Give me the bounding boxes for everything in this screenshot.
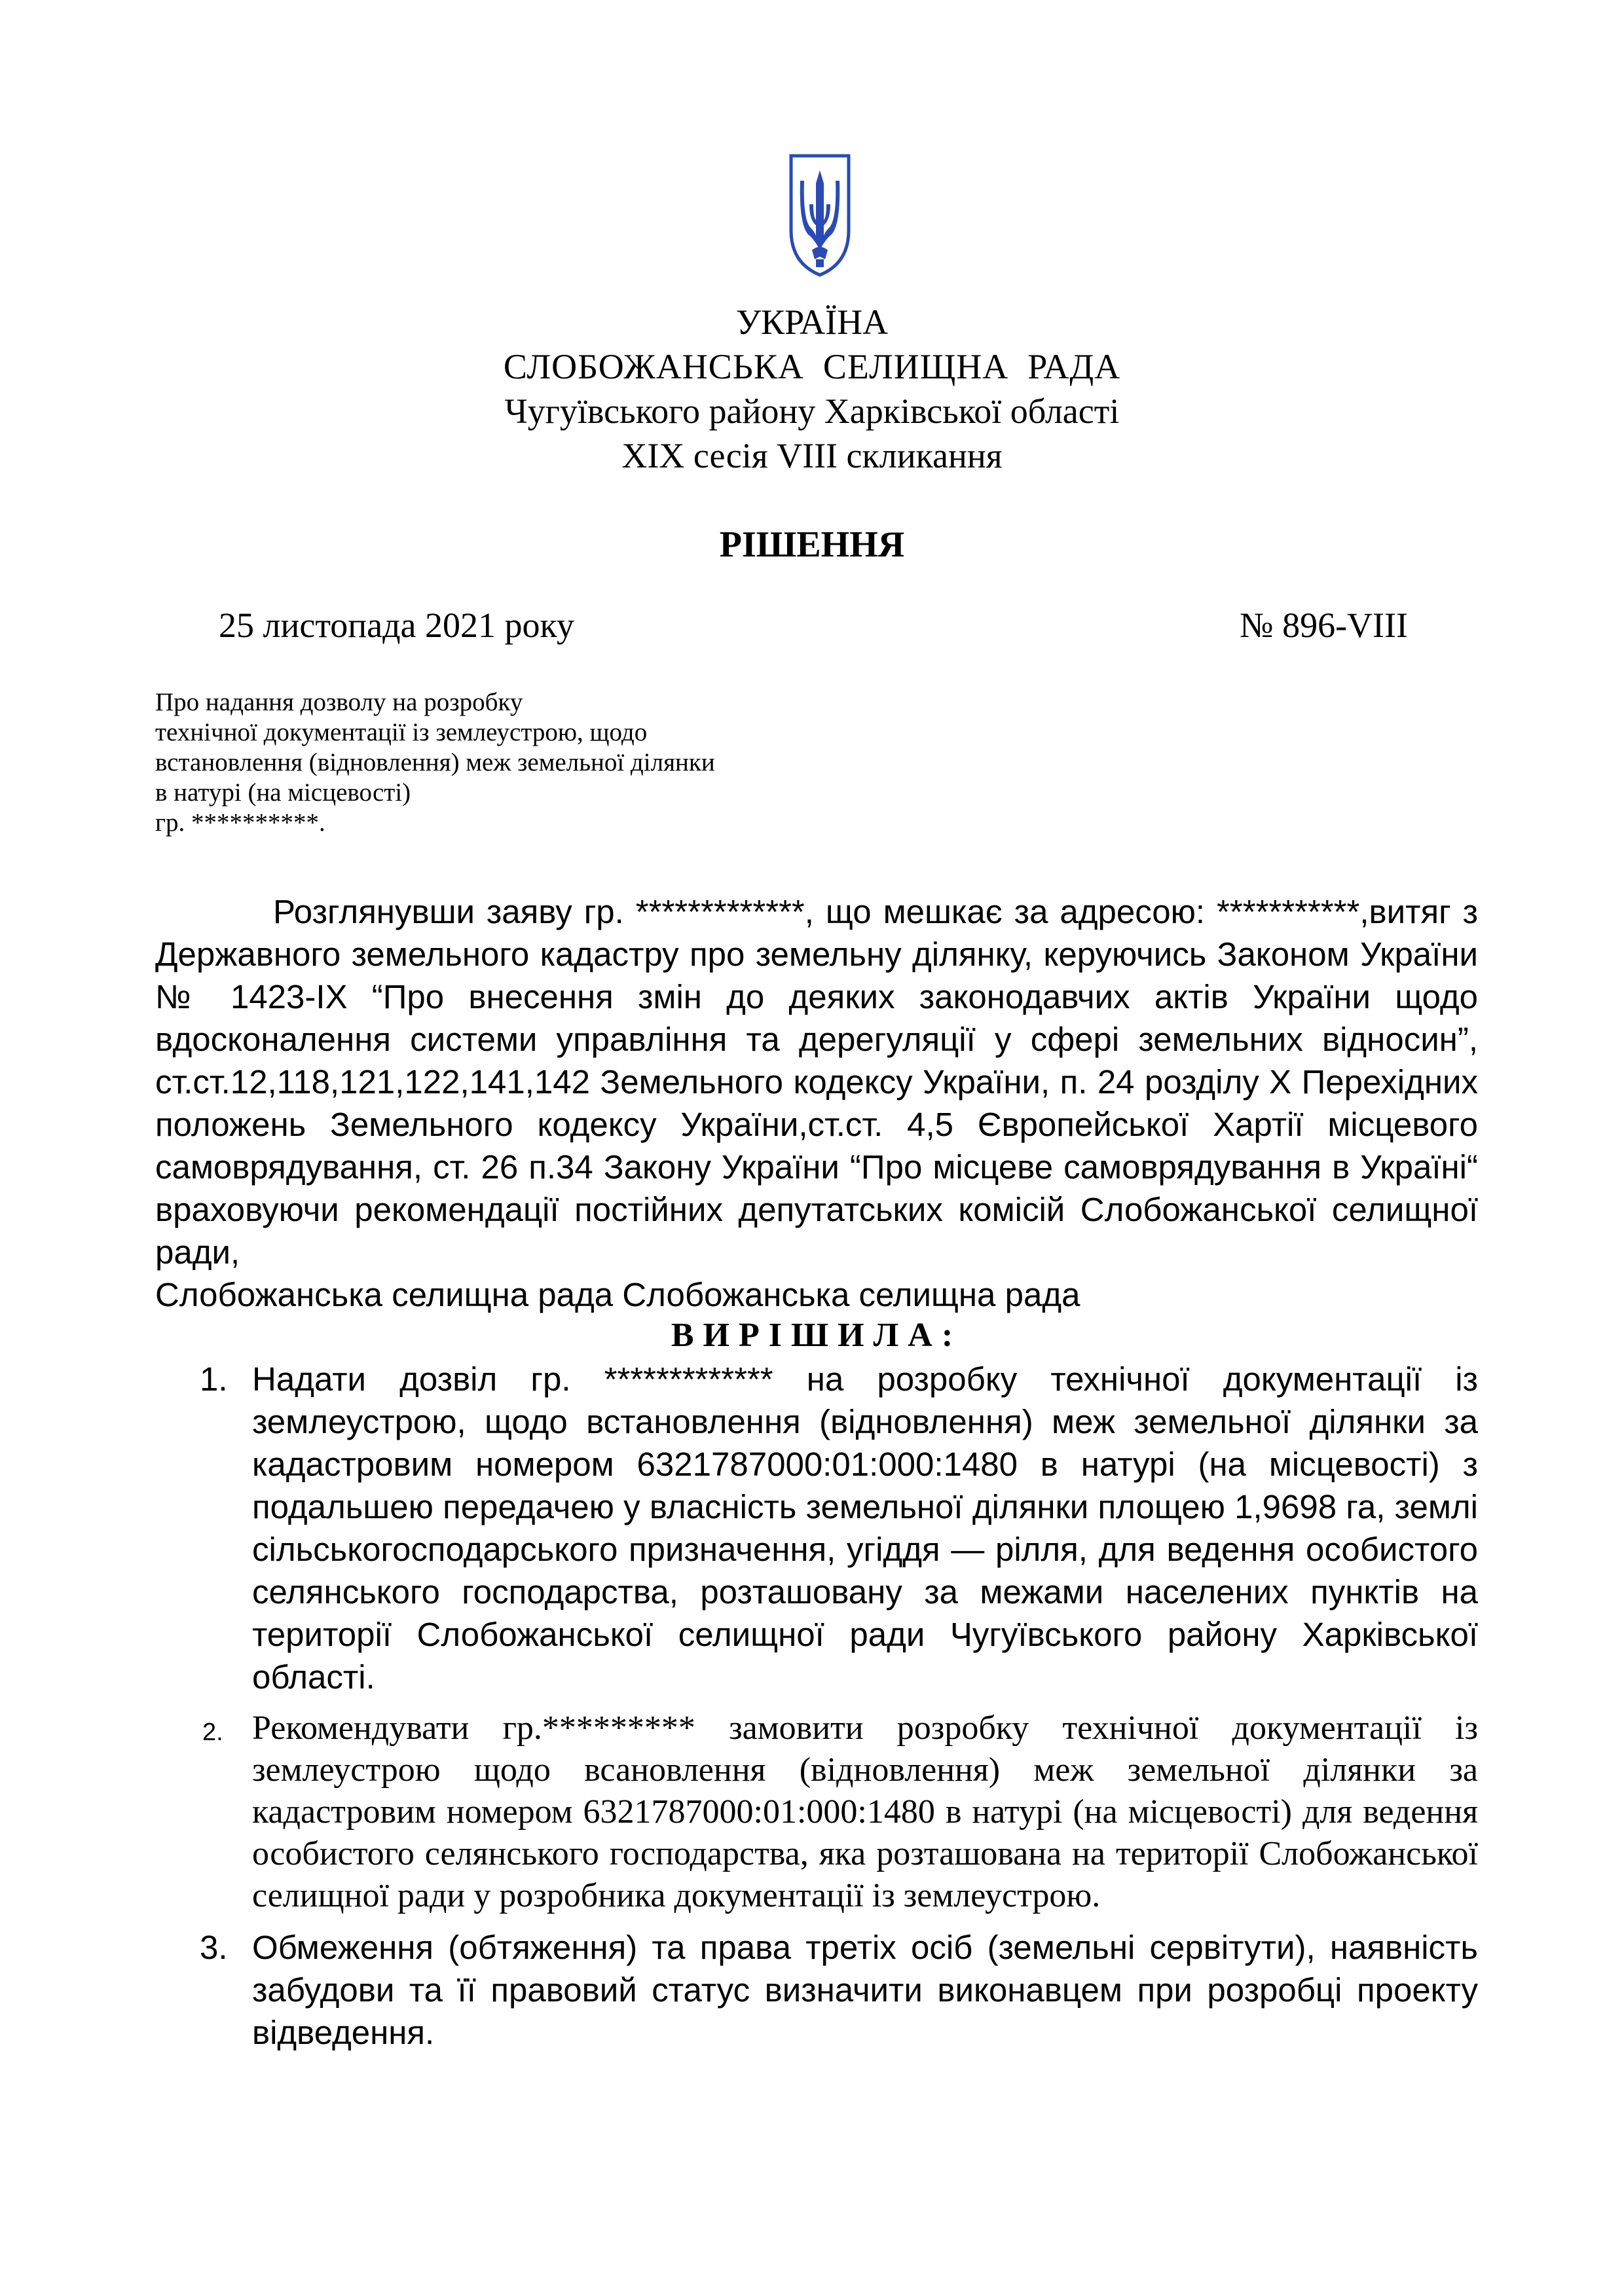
- document-title: РІШЕННЯ: [719, 524, 905, 565]
- header-country: УКРАЇНА: [735, 302, 889, 342]
- coat-of-arms-icon: [787, 152, 853, 279]
- list-item: [155, 1926, 1478, 2054]
- item-number: 3.: [200, 1929, 228, 1966]
- subject-line: в натурі (на місцевості): [155, 778, 411, 807]
- preamble-paragraph: Розглянувши заяву гр. *************, що мешкає за адресою: ***********,витяг з Державного земельного кадастру про земельну ділянку, керуючись Законом України № 1423-IX “Про внесення змін до деяких законодавчих актів України щодо вдосконалення системи управління та дерегуляції у сфері земельних відносин”, ст.ст.12,118,121,122,141,142 Земельного кодексу України, п. 24 розділу Х Перехідних положень Земельного кодексу України,ст.ст. 4,5 Європейської Хартії місцевого самоврядування, ст. 26 п.34 Закону України “Про місцеве самоврядування в Україні“ враховуючи рекомендації постійних депутатських комісій Слобожанської селищної ради,: [155, 893, 1478, 1271]
- decision-body: [155, 890, 1478, 2063]
- item-number: 1.: [200, 1360, 228, 1398]
- item-text: Рекомендувати гр.********* замовити розробку технічної документації із землеустрою щодо всановлення (відновлення) меж земельної ділянки за кадастровим номером 6321787000:01:000:1480 в натурі (на місцевості) для ведення особистого селянського господарства, яка розташована на території Слобожанської селищної ради у розробника документації із землеустрою.: [252, 1709, 1478, 1914]
- header-session: XIX сесія VIII скликання: [621, 436, 1003, 475]
- list-item: [155, 1358, 1478, 1698]
- decision-subject: [155, 687, 876, 838]
- subject-line: технічної документації із землеустрою, щодо: [155, 718, 648, 746]
- decision-number: № 896-VIII: [1240, 606, 1408, 645]
- decided-heading: ВИРІШИЛА:: [671, 1317, 963, 1354]
- list-item: [155, 1707, 1478, 1917]
- preamble-end: Слобожанська селищна рада Слобожанська селищна рада: [155, 1276, 1080, 1313]
- header-district: Чугуївського району Харківської області: [504, 392, 1120, 431]
- subject-line: Про надання дозволу на розробку: [155, 688, 523, 716]
- header-council: СЛОБОЖАНСЬКА СЕЛИЩНА РАДА: [503, 347, 1121, 386]
- subject-line: встановлення (відновлення) меж земельної ділянки: [155, 748, 715, 776]
- subject-line: гр. **********.: [155, 809, 325, 837]
- item-text: Обмеження (обтяження) та права третіх осіб (земельні сервітути), наявність забудови та її правовий статус визначити виконавцем при розробці проекту відведення.: [252, 1929, 1478, 2051]
- decision-date: 25 листопада 2021 року: [219, 606, 574, 645]
- decision-items: [155, 1358, 1478, 2054]
- item-number: 2.: [202, 1719, 223, 1746]
- item-text: Надати дозвіл гр. ************* на розробку технічної документації із землеустрою, щодо встановлення (відновлення) меж земельної ділянки за кадастровим номером 6321787000:01:000:1480 в натурі (на місцевості) з подальшею передачею у власність земельної ділянки площею 1,9698 га, землі сільськогосподарського призначення, угіддя — рілля, для ведення особистого селянського господарства, розташовану за межами населених пунктів на території Слобожанської селищної ради Чугуївського району Харківської області.: [252, 1360, 1478, 1696]
